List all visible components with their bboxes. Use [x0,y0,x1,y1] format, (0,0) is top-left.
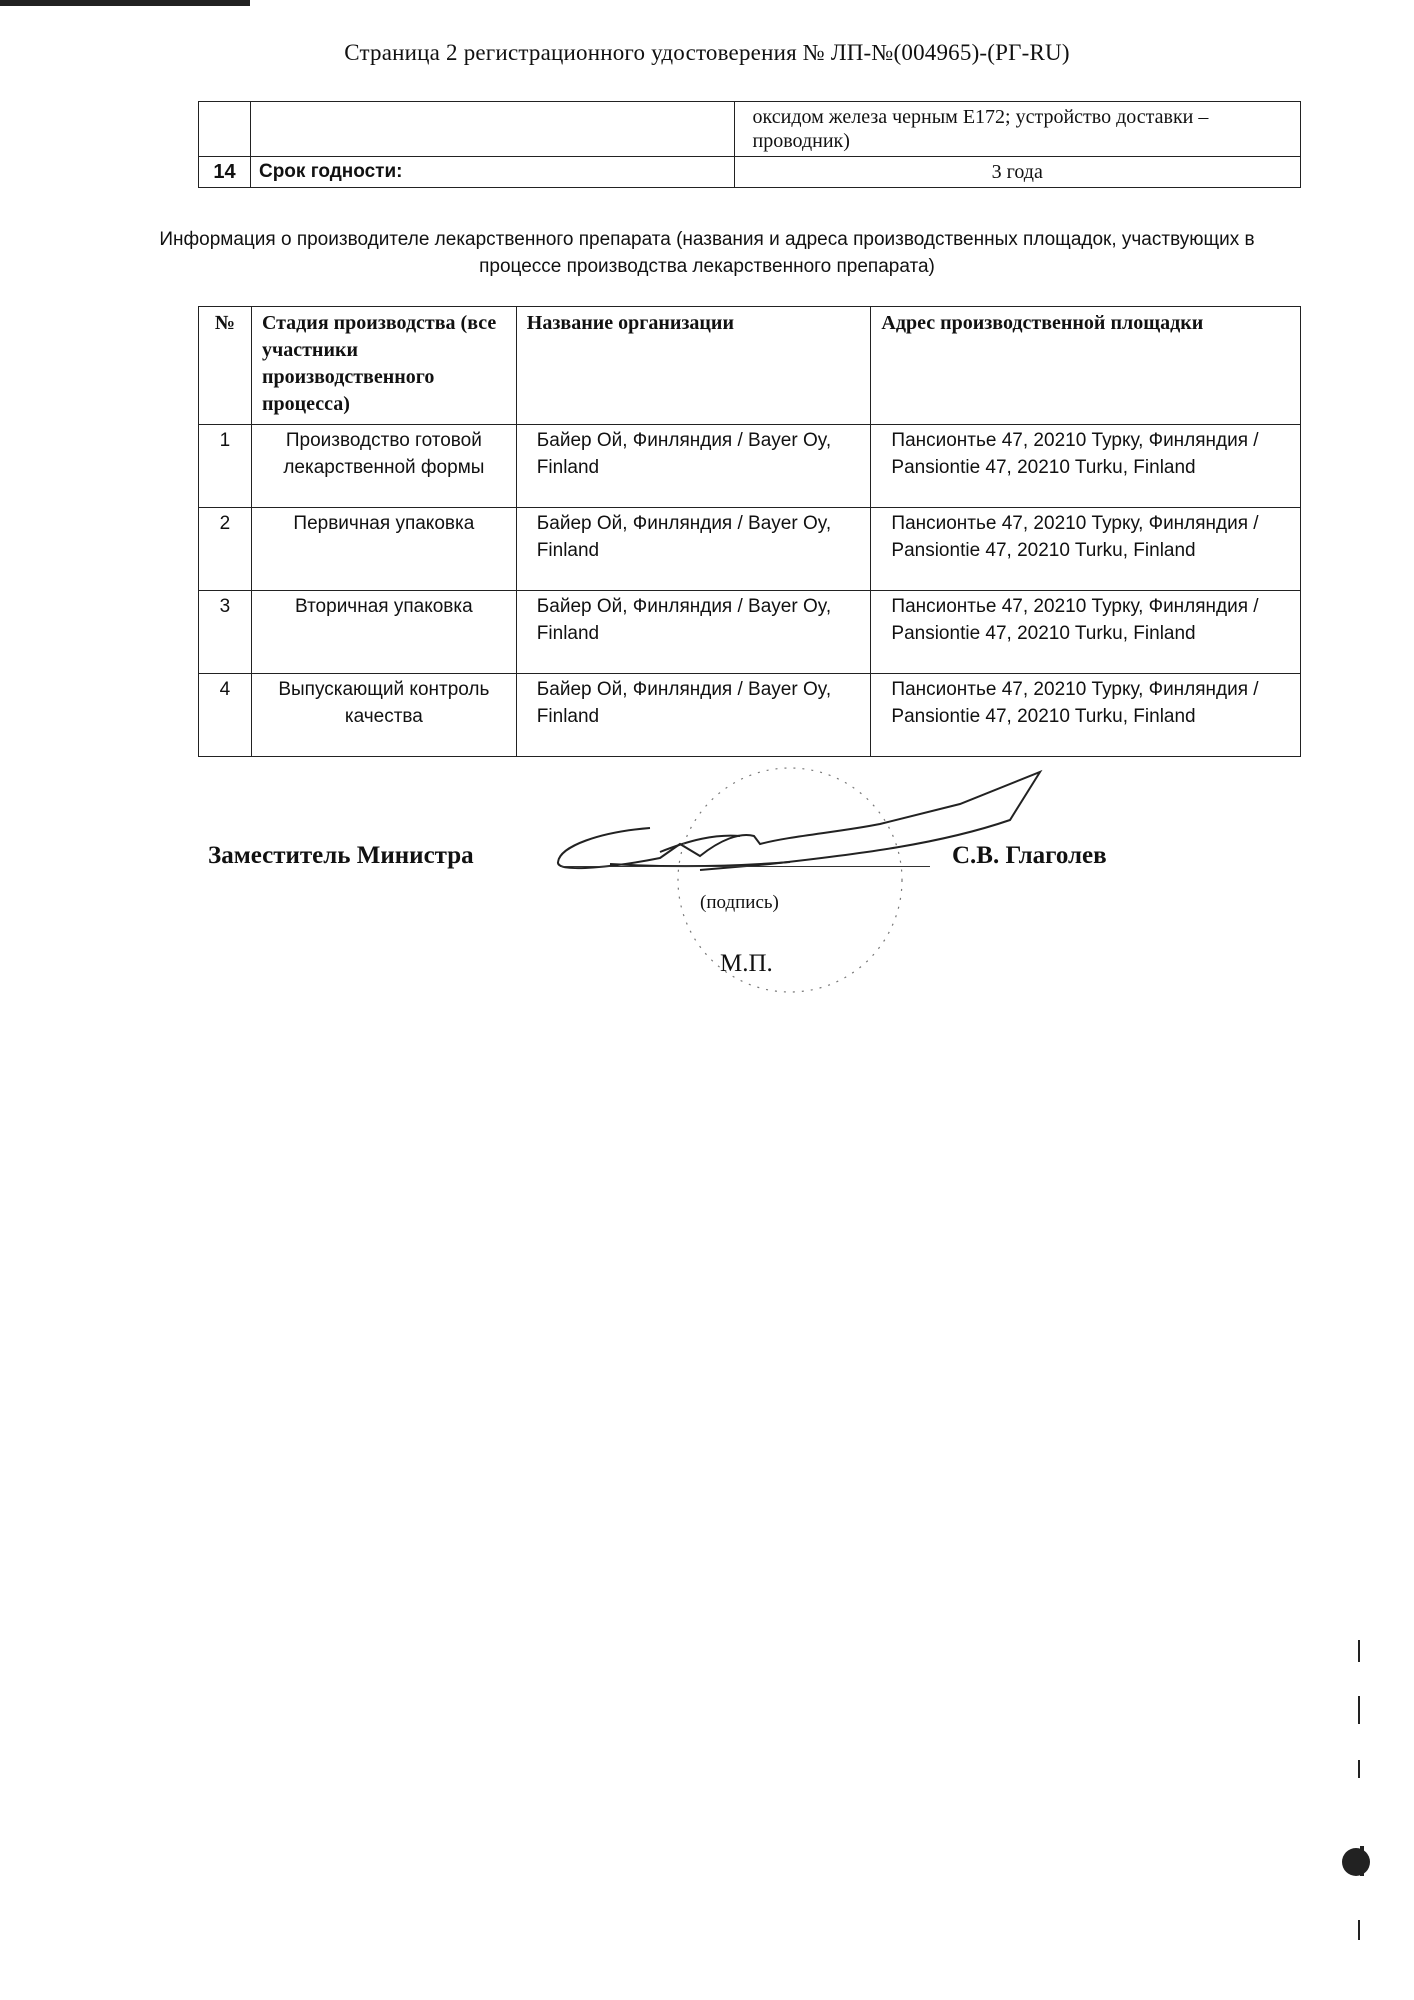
row-stage: Вторичная упаковка [251,591,516,674]
table-header-row [199,307,1301,425]
row-stage: Выпускающий контроль качества [251,674,516,757]
row-address: Пансионтье 47, 20210 Турку, Финляндия / Pansiontie 47, 20210 Turku, Finland [871,591,1301,674]
shelf-life-label: Срок годности: [250,157,734,188]
row-number: 4 [199,674,252,757]
scan-edge-marks [1320,1500,1380,1960]
seal-mark: М.П. [720,950,773,977]
top-table [198,101,1301,188]
row-address: Пансионтье 47, 20210 Турку, Финляндия / Pansiontie 47, 20210 Turku, Finland [871,674,1301,757]
signatory-name: С.В. Глаголев [952,842,1107,869]
manufacturer-table [198,306,1301,757]
continuation-row [199,102,1301,157]
table-row [199,508,1301,591]
header-organization: Название организации [516,307,871,425]
manufacturer-info-heading: Информация о производителе лекарственного препарата (названия и адреса производственных площадок, участвующих в процессе производства лекарственного препарата) [159,229,1255,277]
row-number: 3 [199,591,252,674]
page-header: Страница 2 регистрационного удостоверения № ЛП-№(004965)-(РГ-RU) [344,40,1070,65]
row-address: Пансионтье 47, 20210 Турку, Финляндия / Pansiontie 47, 20210 Turku, Finland [871,508,1301,591]
row-organization: Байер Ой, Финляндия / Bayer Oy, Finland [516,591,871,674]
row-number: 1 [199,425,252,508]
header-number: № [199,307,252,425]
shelf-life-value: 3 года [734,157,1300,188]
signatory-title: Заместитель Министра [208,842,474,869]
row-organization: Байер Ой, Финляндия / Bayer Oy, Finland [516,674,871,757]
scan-edge-mark [0,0,250,6]
row-number: 2 [199,508,252,591]
signature-caption: (подпись) [700,892,779,913]
row-stage: Производство готовой лекарственной формы [251,425,516,508]
header-address: Адрес производственной площадки [871,307,1301,425]
shelf-life-row [199,157,1301,188]
continuation-text: оксидом железа черным Е172; устройство доставки – проводник) [734,102,1300,157]
row-address: Пансионтье 47, 20210 Турку, Финляндия / Pansiontie 47, 20210 Turku, Finland [871,425,1301,508]
header-stage: Стадия производства (все участники производственного процесса) [251,307,516,425]
table-row [199,425,1301,508]
row-organization: Байер Ой, Финляндия / Bayer Oy, Finland [516,425,871,508]
row-organization: Байер Ой, Финляндия / Bayer Oy, Finland [516,508,871,591]
row-number: 14 [199,157,251,188]
row-stage: Первичная упаковка [251,508,516,591]
signature-image [540,740,1060,1000]
signature-line [560,866,930,867]
table-row [199,591,1301,674]
